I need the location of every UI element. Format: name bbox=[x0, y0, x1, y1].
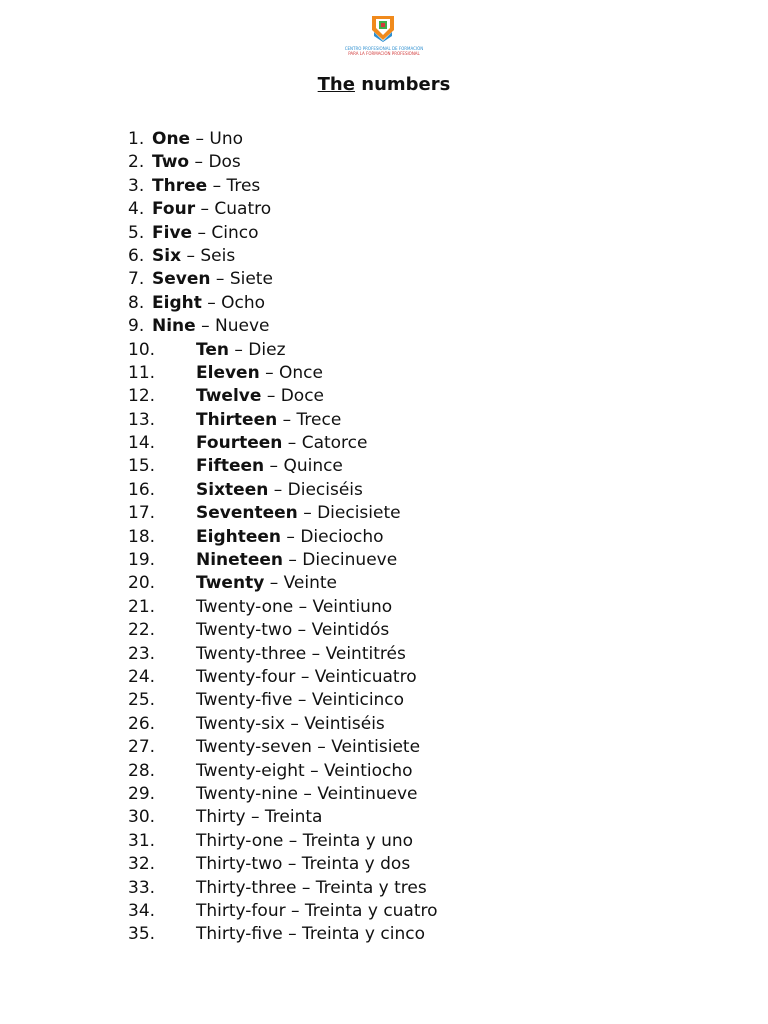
list-item bbox=[128, 292, 438, 315]
item-number: 26. bbox=[128, 713, 156, 734]
logo-text-line-1: CENTRO PROFESIONAL DE FORMACIÓN bbox=[344, 46, 424, 51]
english-word: One bbox=[152, 129, 191, 149]
spanish-word: Cuatro bbox=[214, 199, 272, 220]
spanish-word: Diecinueve bbox=[302, 550, 398, 571]
list-item bbox=[128, 339, 438, 362]
english-word: Fifteen bbox=[196, 456, 265, 477]
english-word: Twenty-four bbox=[196, 666, 296, 687]
item-number: 2. bbox=[128, 152, 145, 173]
list-item bbox=[128, 128, 438, 151]
item-number: 15. bbox=[128, 456, 156, 477]
item-number: 6. bbox=[128, 245, 145, 266]
list-item bbox=[128, 432, 438, 455]
separator-dash: – bbox=[288, 830, 298, 851]
separator-dash: – bbox=[215, 269, 225, 290]
spanish-word: Ocho bbox=[221, 292, 266, 313]
english-word: Thirty-four bbox=[196, 900, 286, 921]
english-word: Sixteen bbox=[196, 479, 269, 500]
list-item bbox=[128, 362, 438, 385]
list-item bbox=[128, 806, 438, 829]
spanish-word: Treinta y tres bbox=[315, 877, 427, 898]
english-word: Twenty bbox=[196, 573, 265, 594]
spanish-word: Diecisiete bbox=[317, 503, 401, 524]
separator-dash: – bbox=[195, 129, 204, 149]
item-number: 1. bbox=[128, 129, 145, 149]
english-word: Five bbox=[152, 222, 193, 243]
spanish-word: Siete bbox=[229, 269, 273, 290]
item-number: 33. bbox=[128, 877, 156, 898]
institution-logo bbox=[344, 14, 424, 58]
item-number: 32. bbox=[128, 854, 156, 875]
spanish-word: Seis bbox=[200, 245, 236, 266]
english-word: Seventeen bbox=[196, 503, 298, 524]
english-word: Thirty bbox=[196, 807, 246, 828]
list-item bbox=[128, 222, 438, 245]
spanish-word: Treinta bbox=[264, 807, 323, 828]
separator-dash: – bbox=[197, 222, 206, 243]
list-item bbox=[128, 268, 438, 291]
item-number: 4. bbox=[128, 199, 145, 220]
spanish-word: Treinta y dos bbox=[301, 854, 411, 875]
english-word: Twenty-one bbox=[196, 596, 294, 617]
item-number: 25. bbox=[128, 690, 156, 711]
separator-dash: – bbox=[186, 245, 195, 266]
spanish-word: Tres bbox=[226, 175, 261, 196]
list-item bbox=[128, 643, 438, 666]
item-number: 17. bbox=[128, 503, 156, 524]
separator-dash: – bbox=[303, 503, 312, 524]
separator-dash: – bbox=[273, 479, 283, 500]
separator-dash: – bbox=[269, 456, 279, 477]
list-item bbox=[128, 666, 438, 689]
spanish-word: Uno bbox=[209, 129, 244, 149]
spanish-word: Dos bbox=[208, 152, 241, 173]
spanish-word: Veintidós bbox=[311, 620, 390, 641]
list-item bbox=[128, 502, 438, 525]
spanish-word: Veinticinco bbox=[311, 690, 405, 711]
list-item bbox=[128, 409, 438, 432]
list-item bbox=[128, 853, 438, 876]
english-word: Thirteen bbox=[196, 409, 278, 430]
separator-dash: – bbox=[201, 316, 210, 337]
item-number: 8. bbox=[128, 292, 145, 313]
list-item bbox=[128, 900, 438, 923]
separator-dash: – bbox=[265, 362, 274, 383]
list-item bbox=[128, 830, 438, 853]
english-word: Twenty-two bbox=[196, 620, 293, 641]
separator-dash: – bbox=[200, 199, 209, 220]
separator-dash: – bbox=[290, 713, 299, 734]
english-word: Twenty-seven bbox=[196, 737, 312, 758]
item-number: 20. bbox=[128, 573, 156, 594]
item-number: 23. bbox=[128, 643, 156, 664]
item-number: 22. bbox=[128, 620, 156, 641]
english-word: Eighteen bbox=[196, 526, 281, 547]
english-word: Fourteen bbox=[196, 433, 283, 454]
spanish-word: Veinte bbox=[283, 573, 337, 594]
separator-dash: – bbox=[287, 854, 297, 875]
list-item bbox=[128, 455, 438, 478]
item-number: 21. bbox=[128, 596, 156, 617]
spanish-word: Doce bbox=[280, 386, 325, 407]
separator-dash: – bbox=[207, 292, 216, 313]
english-word: Thirty-five bbox=[196, 924, 283, 945]
separator-dash: – bbox=[194, 152, 204, 173]
list-item bbox=[128, 315, 438, 338]
english-word: Two bbox=[152, 152, 190, 173]
list-item bbox=[128, 175, 438, 198]
separator-dash: – bbox=[298, 596, 308, 617]
separator-dash: – bbox=[288, 550, 297, 571]
list-item bbox=[128, 385, 438, 408]
separator-dash: – bbox=[251, 807, 260, 828]
separator-dash: – bbox=[269, 573, 279, 594]
spanish-word: Diez bbox=[248, 339, 286, 360]
spanish-word: Catorce bbox=[301, 433, 368, 454]
item-number: 34. bbox=[128, 900, 156, 921]
list-item bbox=[128, 877, 438, 900]
english-word: Twenty-six bbox=[196, 713, 285, 734]
separator-dash: – bbox=[282, 409, 292, 430]
spanish-word: Dieciséis bbox=[287, 479, 363, 500]
spanish-word: Veintiuno bbox=[312, 596, 393, 617]
english-word: Nineteen bbox=[196, 550, 283, 571]
english-word: Ten bbox=[196, 339, 229, 360]
list-item bbox=[128, 689, 438, 712]
separator-dash: – bbox=[234, 339, 243, 360]
list-item bbox=[128, 198, 438, 221]
list-item bbox=[128, 526, 438, 549]
english-word: Thirty-two bbox=[196, 854, 283, 875]
english-word: Nine bbox=[152, 316, 196, 337]
item-number: 14. bbox=[128, 433, 156, 454]
list-item bbox=[128, 713, 438, 736]
list-item bbox=[128, 736, 438, 759]
spanish-word: Quince bbox=[283, 456, 343, 477]
separator-dash: – bbox=[286, 526, 295, 547]
spanish-word: Treinta y uno bbox=[302, 830, 414, 851]
spanish-word: Veinticuatro bbox=[314, 666, 417, 687]
spanish-word: Cinco bbox=[211, 222, 259, 243]
separator-dash: – bbox=[311, 643, 321, 664]
list-item bbox=[128, 572, 438, 595]
item-number: 35. bbox=[128, 924, 156, 945]
spanish-word: Veintitrés bbox=[325, 643, 406, 664]
english-word: Thirty-one bbox=[196, 830, 284, 851]
english-word: Thirty-three bbox=[196, 877, 297, 898]
list-item bbox=[128, 619, 438, 642]
list-item bbox=[128, 245, 438, 268]
list-item bbox=[128, 760, 438, 783]
item-number: 13. bbox=[128, 409, 156, 430]
logo-text-line-2: PARA LA FORMACIÓN PROFESIONAL bbox=[348, 51, 420, 56]
item-number: 18. bbox=[128, 526, 156, 547]
numbers-list bbox=[128, 128, 438, 947]
separator-dash: – bbox=[303, 783, 312, 804]
separator-dash: – bbox=[291, 900, 300, 921]
separator-dash: – bbox=[266, 386, 276, 407]
list-item bbox=[128, 479, 438, 502]
item-number: 30. bbox=[128, 807, 156, 828]
separator-dash: – bbox=[301, 877, 311, 898]
spanish-word: Veintisiete bbox=[331, 737, 421, 758]
spanish-word: Dieciocho bbox=[300, 526, 384, 547]
spanish-word: Once bbox=[279, 362, 323, 383]
item-number: 11. bbox=[128, 362, 156, 383]
english-word: Six bbox=[152, 245, 182, 266]
separator-dash: – bbox=[297, 690, 307, 711]
separator-dash: – bbox=[287, 433, 297, 454]
spanish-word: Veintiocho bbox=[324, 760, 413, 781]
item-number: 9. bbox=[128, 316, 145, 337]
separator-dash: – bbox=[310, 760, 319, 781]
title-rest: numbers bbox=[361, 74, 451, 95]
english-word: Four bbox=[152, 199, 196, 220]
english-word: Twenty-eight bbox=[196, 760, 305, 781]
spanish-word: Nueve bbox=[215, 316, 270, 337]
item-number: 31. bbox=[128, 830, 156, 851]
item-number: 10. bbox=[128, 339, 156, 360]
english-word: Three bbox=[152, 175, 208, 196]
separator-dash: – bbox=[300, 666, 310, 687]
separator-dash: – bbox=[297, 620, 307, 641]
list-item bbox=[128, 596, 438, 619]
item-number: 28. bbox=[128, 760, 156, 781]
item-number: 27. bbox=[128, 737, 156, 758]
spanish-word: Trece bbox=[296, 409, 342, 430]
item-number: 12. bbox=[128, 386, 156, 407]
item-number: 3. bbox=[128, 175, 145, 196]
item-number: 16. bbox=[128, 479, 156, 500]
english-word: Twenty-nine bbox=[196, 783, 298, 804]
list-item bbox=[128, 151, 438, 174]
separator-dash: – bbox=[317, 737, 326, 758]
english-word: Eight bbox=[152, 292, 202, 313]
list-item bbox=[128, 923, 438, 946]
list-item bbox=[128, 549, 438, 572]
english-word: Eleven bbox=[196, 362, 260, 383]
institution-crest-icon bbox=[370, 14, 396, 42]
item-number: 29. bbox=[128, 783, 156, 804]
spanish-word: Veintiséis bbox=[304, 713, 385, 734]
english-word: Twenty-three bbox=[196, 643, 307, 664]
item-number: 7. bbox=[128, 269, 145, 290]
separator-dash: – bbox=[212, 175, 222, 196]
english-word: Twenty-five bbox=[196, 690, 293, 711]
title-article: The bbox=[317, 74, 355, 95]
separator-dash: – bbox=[288, 924, 297, 945]
list-item bbox=[128, 783, 438, 806]
spanish-word: Treinta y cuatro bbox=[304, 900, 438, 921]
item-number: 19. bbox=[128, 550, 156, 571]
spanish-word: Treinta y cinco bbox=[301, 924, 425, 945]
english-word: Seven bbox=[152, 269, 211, 290]
english-word: Twelve bbox=[196, 386, 262, 407]
item-number: 5. bbox=[128, 222, 145, 243]
page-title bbox=[0, 72, 768, 98]
spanish-word: Veintinueve bbox=[317, 783, 418, 804]
item-number: 24. bbox=[128, 666, 156, 687]
